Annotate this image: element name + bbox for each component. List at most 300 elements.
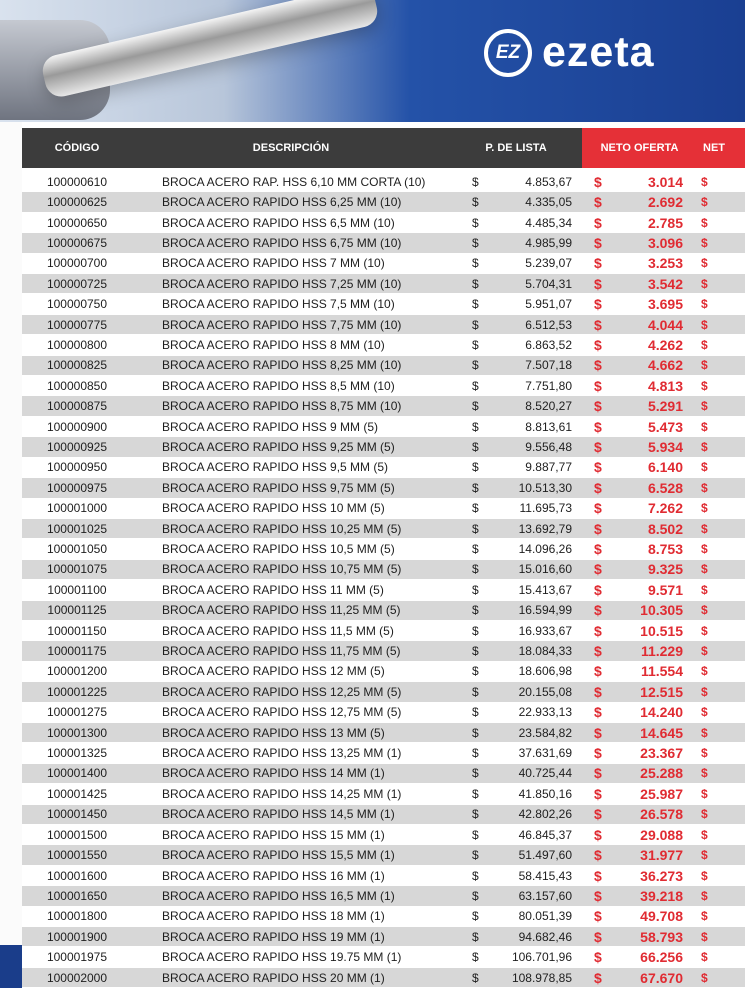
cell-net-offer <box>582 745 697 761</box>
cell-list-price <box>450 358 582 372</box>
table-row <box>22 478 745 498</box>
header-description: DESCRIPCIÓN <box>252 142 330 154</box>
table-row <box>22 233 745 253</box>
table-row <box>22 825 745 845</box>
cell-description: BROCA ACERO RAPIDO HSS 15,5 MM (1) <box>162 848 395 863</box>
cell-list-price <box>450 277 582 291</box>
header-extra: NET <box>697 128 745 168</box>
currency-symbol: $ <box>594 214 602 231</box>
list-price-value: 4.985,99 <box>525 235 572 250</box>
cell-description: BROCA ACERO RAPIDO HSS 7,75 MM (10) <box>162 317 402 332</box>
currency-symbol: $ <box>472 868 479 883</box>
currency-symbol: $ <box>472 807 479 822</box>
cell-code: 100001300 <box>46 725 108 740</box>
list-price-value: 8.520,27 <box>525 399 572 414</box>
currency-symbol: $ <box>472 337 479 352</box>
list-price-value: 4.485,34 <box>525 215 572 230</box>
cell-net-offer <box>582 827 697 843</box>
currency-symbol: $ <box>472 562 479 577</box>
cell-code: 100001275 <box>46 705 108 720</box>
cell-list-price <box>450 195 582 209</box>
cell-description: BROCA ACERO RAPIDO HSS 12 MM (5) <box>162 664 385 679</box>
cell-net-offer <box>582 398 697 414</box>
cell-list-price <box>450 746 582 760</box>
cell-description: BROCA ACERO RAPIDO HSS 18 MM (1) <box>162 909 385 924</box>
list-price-value: 5.239,07 <box>525 256 572 271</box>
cell-net-offer <box>582 582 697 598</box>
drill-bit-image <box>40 0 381 100</box>
net-offer-value: 6.528 <box>647 479 683 496</box>
cell-net-offer <box>582 643 697 659</box>
cell-list-price <box>450 664 582 678</box>
list-price-value: 6.512,53 <box>525 317 572 332</box>
currency-symbol: $ <box>472 684 479 699</box>
currency-symbol: $ <box>594 275 602 292</box>
cell-net-offer <box>582 296 697 312</box>
cell-code: 100002000 <box>46 970 108 985</box>
cell-list-price <box>450 950 582 964</box>
currency-symbol: $ <box>472 235 479 250</box>
currency-symbol: $ <box>472 929 479 944</box>
cell-code: 100001225 <box>46 684 108 699</box>
net-offer-value: 31.977 <box>640 847 683 864</box>
net-offer-value: 5.291 <box>647 398 683 415</box>
table-row <box>22 866 745 886</box>
cell-list-price <box>450 399 582 413</box>
list-price-value: 63.157,60 <box>518 888 572 903</box>
net-offer-value: 7.262 <box>647 500 683 517</box>
cell-net-offer <box>582 541 697 557</box>
list-price-value: 15.413,67 <box>518 582 572 597</box>
table-header <box>22 128 745 168</box>
cell-extra: $ <box>701 684 708 699</box>
cell-description: BROCA ACERO RAPIDO HSS 13,25 MM (1) <box>162 746 402 761</box>
cell-code: 100001325 <box>46 746 108 761</box>
cell-code: 100001975 <box>46 950 108 965</box>
cell-net-offer <box>582 663 697 679</box>
cell-extra: $ <box>701 746 708 761</box>
table-body <box>22 172 745 988</box>
cell-description: BROCA ACERO RAPIDO HSS 13 MM (5) <box>162 725 385 740</box>
list-price-value: 22.933,13 <box>518 705 572 720</box>
cell-list-price <box>450 807 582 821</box>
currency-symbol: $ <box>594 194 602 211</box>
currency-symbol: $ <box>594 806 602 823</box>
currency-symbol: $ <box>472 644 479 659</box>
net-offer-value: 3.014 <box>647 173 683 190</box>
currency-symbol: $ <box>472 623 479 638</box>
cell-net-offer <box>582 500 697 516</box>
cell-extra: $ <box>701 276 708 291</box>
currency-symbol: $ <box>594 520 602 537</box>
currency-symbol: $ <box>594 234 602 251</box>
currency-symbol: $ <box>472 317 479 332</box>
brand-name: ezeta <box>542 28 655 76</box>
list-price-value: 8.813,61 <box>525 419 572 434</box>
cell-net-offer <box>582 765 697 781</box>
currency-symbol: $ <box>594 704 602 721</box>
list-price-value: 18.084,33 <box>518 644 572 659</box>
cell-net-offer <box>582 215 697 231</box>
cell-net-offer <box>582 174 697 190</box>
cell-extra: $ <box>701 827 708 842</box>
currency-symbol: $ <box>472 950 479 965</box>
cell-list-price <box>450 236 582 250</box>
list-price-value: 7.751,80 <box>525 378 572 393</box>
currency-symbol: $ <box>472 766 479 781</box>
cell-code: 100000725 <box>46 276 108 291</box>
cell-extra: $ <box>701 623 708 638</box>
net-offer-value: 67.670 <box>640 969 683 986</box>
currency-symbol: $ <box>594 500 602 517</box>
cell-extra: $ <box>701 337 708 352</box>
cell-net-offer <box>582 908 697 924</box>
header-list-price: P. DE LISTA <box>485 142 547 154</box>
cell-net-offer <box>582 868 697 884</box>
table-row <box>22 845 745 865</box>
cell-net-offer <box>582 480 697 496</box>
list-price-value: 40.725,44 <box>518 766 572 781</box>
brand-mark-icon: EZ <box>484 29 532 77</box>
header-code: CÓDIGO <box>54 142 100 154</box>
net-offer-value: 12.515 <box>640 683 683 700</box>
cell-list-price <box>450 440 582 454</box>
cell-description: BROCA ACERO RAPIDO HSS 11,5 MM (5) <box>162 623 394 638</box>
net-offer-value: 29.088 <box>640 826 683 843</box>
cell-code: 100001550 <box>46 848 108 863</box>
cell-code: 100001125 <box>47 603 107 618</box>
price-list-sheet <box>0 122 745 986</box>
cell-description: BROCA ACERO RAPIDO HSS 14 MM (1) <box>162 766 385 781</box>
cell-code: 100001075 <box>46 562 108 577</box>
net-offer-value: 14.645 <box>640 724 683 741</box>
cell-extra: $ <box>701 582 708 597</box>
header-net-offer: NETO OFERTA <box>582 128 697 168</box>
cell-description: BROCA ACERO RAPIDO HSS 19 MM (1) <box>162 929 385 944</box>
net-offer-value: 2.692 <box>647 194 683 211</box>
currency-symbol: $ <box>472 888 479 903</box>
list-price-value: 23.584,82 <box>518 725 572 740</box>
currency-symbol: $ <box>594 173 602 190</box>
cell-code: 100001000 <box>46 501 108 516</box>
cell-extra: $ <box>701 664 708 679</box>
cell-code: 100000950 <box>46 460 108 475</box>
currency-symbol: $ <box>594 418 602 435</box>
cell-description: BROCA ACERO RAPIDO HSS 6,5 MM (10) <box>162 215 395 230</box>
cell-net-offer <box>582 684 697 700</box>
cell-code: 100001050 <box>46 542 108 557</box>
cell-code: 100001175 <box>47 644 107 659</box>
list-price-value: 4.853,67 <box>525 174 572 189</box>
table-row <box>22 335 745 355</box>
cell-net-offer <box>582 459 697 475</box>
cell-list-price <box>450 828 582 842</box>
cell-extra: $ <box>701 868 708 883</box>
list-price-value: 13.692,79 <box>518 521 572 536</box>
cell-net-offer <box>582 235 697 251</box>
cell-list-price <box>450 705 582 719</box>
net-offer-value: 39.218 <box>640 887 683 904</box>
currency-symbol: $ <box>594 296 602 313</box>
net-offer-value: 2.785 <box>647 214 683 231</box>
cell-net-offer <box>582 806 697 822</box>
currency-symbol: $ <box>594 357 602 374</box>
currency-symbol: $ <box>472 664 479 679</box>
net-offer-value: 3.096 <box>647 234 683 251</box>
currency-symbol: $ <box>594 459 602 476</box>
left-margin <box>0 122 22 945</box>
cell-net-offer <box>582 276 697 292</box>
table-row <box>22 376 745 396</box>
currency-symbol: $ <box>472 603 479 618</box>
cell-code: 100001025 <box>46 521 108 536</box>
cell-list-price <box>450 869 582 883</box>
cell-net-offer <box>582 255 697 271</box>
table-row <box>22 274 745 294</box>
cell-description: BROCA ACERO RAPIDO HSS 6,75 MM (10) <box>162 235 402 250</box>
table-row <box>22 682 745 702</box>
cell-extra: $ <box>701 603 708 618</box>
list-price-value: 41.850,16 <box>518 786 572 801</box>
currency-symbol: $ <box>472 909 479 924</box>
currency-symbol: $ <box>472 786 479 801</box>
cell-extra: $ <box>701 399 708 414</box>
currency-symbol: $ <box>594 724 602 741</box>
cell-description: BROCA ACERO RAPIDO HSS 14,5 MM (1) <box>162 807 395 822</box>
list-price-value: 14.096,26 <box>518 542 572 557</box>
cell-extra: $ <box>701 562 708 577</box>
net-offer-value: 9.571 <box>647 581 683 598</box>
cell-list-price <box>450 624 582 638</box>
cell-description: BROCA ACERO RAPIDO HSS 7,5 MM (10) <box>162 297 395 312</box>
cell-code: 100001150 <box>47 623 107 638</box>
cell-list-price <box>450 256 582 270</box>
table-row <box>22 662 745 682</box>
table-row <box>22 743 745 763</box>
net-offer-value: 5.473 <box>647 418 683 435</box>
currency-symbol: $ <box>594 908 602 925</box>
cell-extra: $ <box>701 358 708 373</box>
net-offer-value: 25.987 <box>640 785 683 802</box>
cell-net-offer <box>582 317 697 333</box>
currency-symbol: $ <box>594 541 602 558</box>
table-row <box>22 294 745 314</box>
cell-list-price <box>450 583 582 597</box>
currency-symbol: $ <box>472 399 479 414</box>
cell-code: 100001425 <box>46 786 108 801</box>
currency-symbol: $ <box>472 215 479 230</box>
cell-extra: $ <box>701 766 708 781</box>
currency-symbol: $ <box>594 377 602 394</box>
table-row <box>22 254 745 274</box>
table-row <box>22 641 745 661</box>
net-offer-value: 4.813 <box>647 377 683 394</box>
currency-symbol: $ <box>594 785 602 802</box>
cell-extra: $ <box>701 521 708 536</box>
cell-extra: $ <box>701 419 708 434</box>
currency-symbol: $ <box>594 683 602 700</box>
cell-description: BROCA ACERO RAPIDO HSS 9,25 MM (5) <box>162 439 395 454</box>
cell-description: BROCA ACERO RAPIDO HSS 12,25 MM (5) <box>162 684 402 699</box>
list-price-value: 11.695,73 <box>519 501 572 516</box>
header-banner <box>0 0 745 122</box>
table-row <box>22 764 745 784</box>
cell-list-price <box>450 909 582 923</box>
cell-description: BROCA ACERO RAPIDO HSS 7 MM (10) <box>162 256 385 271</box>
currency-symbol: $ <box>472 970 479 985</box>
cell-extra: $ <box>701 480 708 495</box>
table-row <box>22 213 745 233</box>
cell-net-offer <box>582 970 697 986</box>
currency-symbol: $ <box>472 725 479 740</box>
table-row <box>22 192 745 212</box>
net-offer-value: 3.253 <box>647 255 683 272</box>
list-price-value: 16.933,67 <box>518 623 572 638</box>
cell-list-price <box>450 481 582 495</box>
table-row <box>22 539 745 559</box>
table-row <box>22 621 745 641</box>
currency-symbol: $ <box>472 705 479 720</box>
currency-symbol: $ <box>594 928 602 945</box>
currency-symbol: $ <box>594 643 602 660</box>
cell-list-price <box>450 318 582 332</box>
cell-list-price <box>450 889 582 903</box>
cell-list-price <box>450 685 582 699</box>
list-price-value: 46.845,37 <box>518 827 572 842</box>
cell-description: BROCA ACERO RAPIDO HSS 9,5 MM (5) <box>162 460 389 475</box>
cell-description: BROCA ACERO RAPIDO HSS 7,25 MM (10) <box>162 276 402 291</box>
cell-extra: $ <box>701 725 708 740</box>
cell-extra: $ <box>701 235 708 250</box>
cell-extra: $ <box>701 786 708 801</box>
cell-list-price <box>450 501 582 515</box>
cell-description: BROCA ACERO RAPIDO HSS 10,25 MM (5) <box>162 521 402 536</box>
table-row <box>22 417 745 437</box>
table-row <box>22 723 745 743</box>
net-offer-value: 25.288 <box>640 765 683 782</box>
cell-code: 100001500 <box>46 827 108 842</box>
currency-symbol: $ <box>594 847 602 864</box>
cell-list-price <box>450 338 582 352</box>
table-row <box>22 580 745 600</box>
cell-extra: $ <box>701 950 708 965</box>
currency-symbol: $ <box>472 419 479 434</box>
cell-code: 100000900 <box>46 419 108 434</box>
currency-symbol: $ <box>594 867 602 884</box>
cell-net-offer <box>582 337 697 353</box>
list-price-value: 5.951,07 <box>525 297 572 312</box>
table-row <box>22 907 745 927</box>
currency-symbol: $ <box>472 501 479 516</box>
cell-extra: $ <box>701 929 708 944</box>
net-offer-value: 11.554 <box>640 663 683 680</box>
cell-list-price <box>450 460 582 474</box>
cell-net-offer <box>582 194 697 210</box>
table-row <box>22 458 745 478</box>
list-price-value: 5.704,31 <box>525 276 572 291</box>
table-row <box>22 560 745 580</box>
currency-symbol: $ <box>594 887 602 904</box>
table-row <box>22 356 745 376</box>
list-price-value: 42.802,26 <box>518 807 572 822</box>
cell-code: 100000825 <box>46 358 108 373</box>
net-offer-value: 3.542 <box>647 275 683 292</box>
currency-symbol: $ <box>472 542 479 557</box>
net-offer-value: 10.305 <box>640 602 683 619</box>
table-row <box>22 396 745 416</box>
currency-symbol: $ <box>594 765 602 782</box>
net-offer-value: 36.273 <box>640 867 683 884</box>
cell-extra: $ <box>701 970 708 985</box>
cell-list-price <box>450 379 582 393</box>
cell-list-price <box>450 726 582 740</box>
net-offer-value: 26.578 <box>640 806 683 823</box>
cell-code: 100001400 <box>46 766 108 781</box>
currency-symbol: $ <box>472 439 479 454</box>
table-row <box>22 886 745 906</box>
cell-extra: $ <box>701 317 708 332</box>
cell-code: 100000610 <box>46 174 108 189</box>
cell-code: 100000700 <box>46 256 108 271</box>
currency-symbol: $ <box>594 969 602 986</box>
net-offer-value: 4.662 <box>647 357 683 374</box>
cell-extra: $ <box>701 644 708 659</box>
currency-symbol: $ <box>472 746 479 761</box>
currency-symbol: $ <box>594 602 602 619</box>
list-price-value: 9.887,77 <box>525 460 572 475</box>
table-row <box>22 703 745 723</box>
cell-extra: $ <box>701 807 708 822</box>
net-offer-value: 4.044 <box>647 316 683 333</box>
cell-description: BROCA ACERO RAPIDO HSS 9 MM (5) <box>162 419 379 434</box>
cell-net-offer <box>582 949 697 965</box>
cell-list-price <box>450 644 582 658</box>
cell-code: 100000625 <box>46 195 108 210</box>
cell-description: BROCA ACERO RAPIDO HSS 11,75 MM (5) <box>162 644 401 659</box>
list-price-value: 10.513,30 <box>518 480 572 495</box>
cell-net-offer <box>582 439 697 455</box>
cell-code: 100000775 <box>46 317 108 332</box>
cell-code: 100000925 <box>46 439 108 454</box>
currency-symbol: $ <box>472 378 479 393</box>
currency-symbol: $ <box>594 663 602 680</box>
currency-symbol: $ <box>472 174 479 189</box>
list-price-value: 106.701,96 <box>511 950 572 965</box>
brand-logo <box>484 28 655 77</box>
cell-description: BROCA ACERO RAPIDO HSS 15 MM (1) <box>162 827 385 842</box>
list-price-value: 6.863,52 <box>525 337 572 352</box>
table-row <box>22 968 745 988</box>
cell-extra: $ <box>701 439 708 454</box>
currency-symbol: $ <box>472 480 479 495</box>
cell-net-offer <box>582 602 697 618</box>
currency-symbol: $ <box>472 276 479 291</box>
table-row <box>22 315 745 335</box>
cell-description: BROCA ACERO RAPIDO HSS 19.75 MM (1) <box>162 950 402 965</box>
cell-code: 100000750 <box>46 297 108 312</box>
cell-extra: $ <box>701 501 708 516</box>
list-price-value: 80.051,39 <box>518 909 572 924</box>
cell-description: BROCA ACERO RAPIDO HSS 9,75 MM (5) <box>162 480 395 495</box>
net-offer-value: 6.140 <box>647 459 683 476</box>
table-row <box>22 519 745 539</box>
cell-list-price <box>450 420 582 434</box>
cell-code: 100001650 <box>46 888 108 903</box>
cell-list-price <box>450 542 582 556</box>
currency-symbol: $ <box>594 336 602 353</box>
cell-list-price <box>450 971 582 985</box>
currency-symbol: $ <box>472 195 479 210</box>
